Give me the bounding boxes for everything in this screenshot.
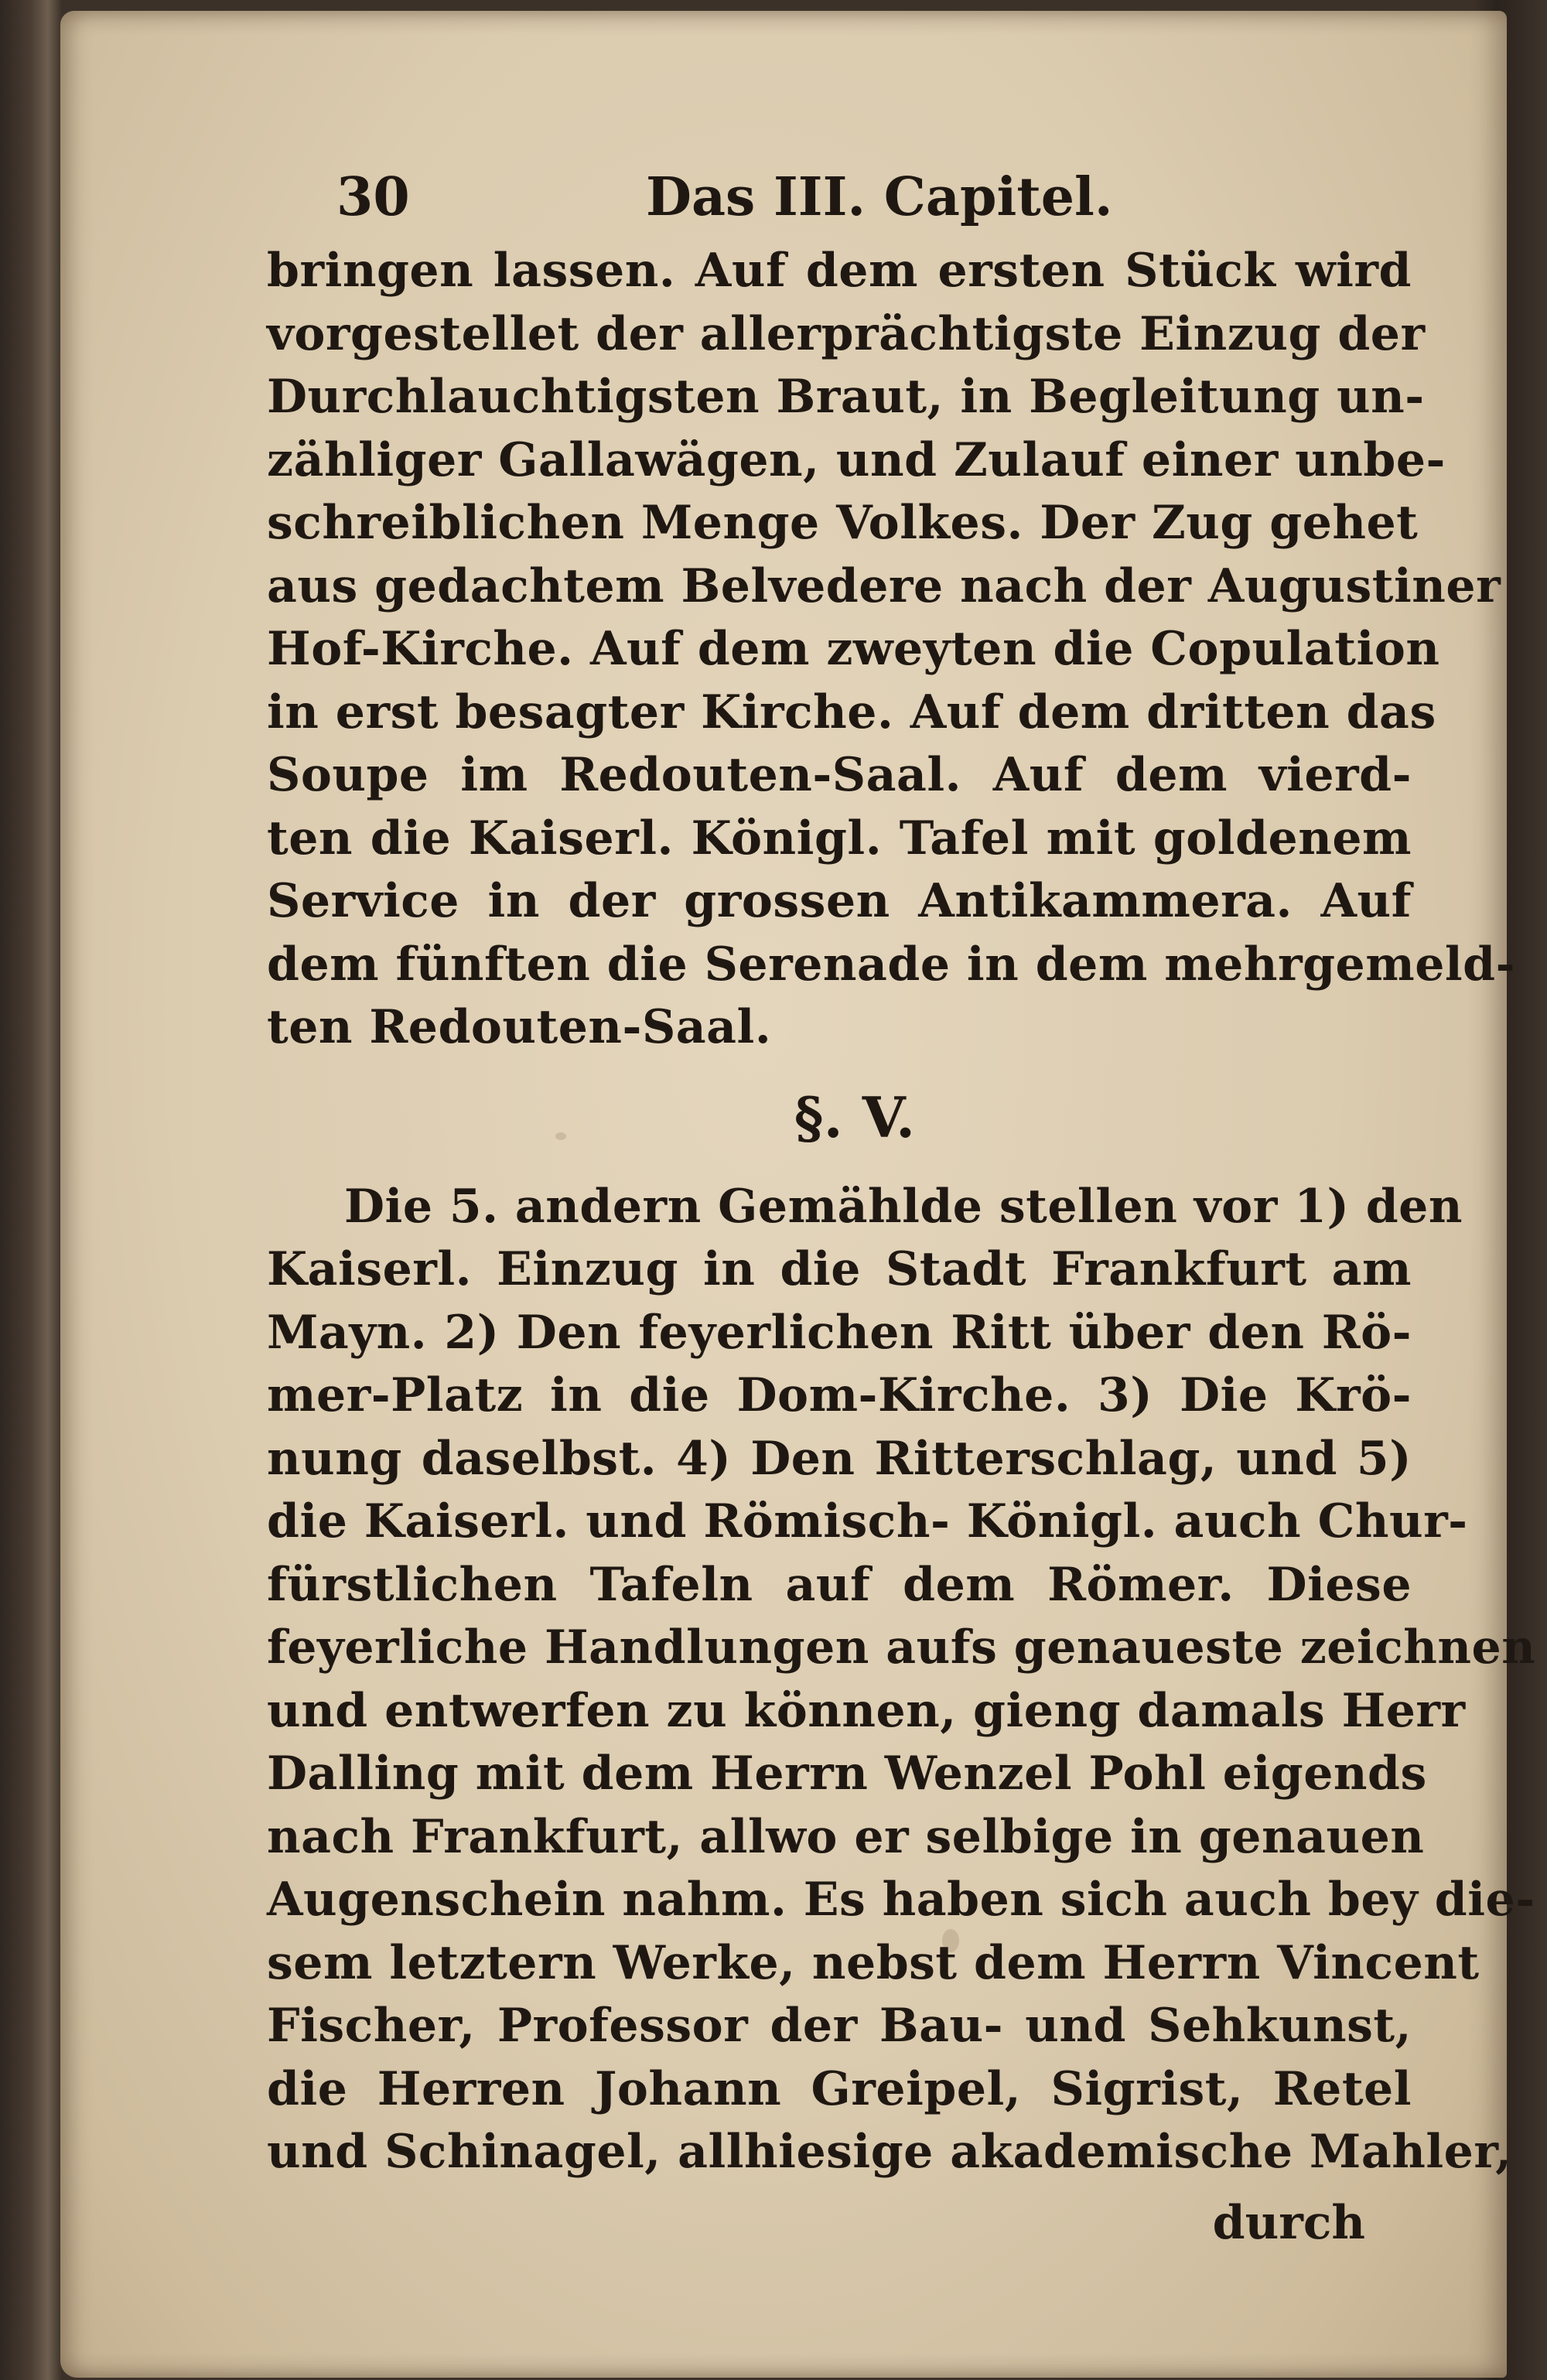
text-line: Durchlauchtigsten Braut, in Begleitung un-: [267, 370, 1425, 424]
text-line: die Herren Johann Greipel, Sigrist, Retel: [267, 2061, 1412, 2116]
text-line: Soupe im Redouten-Saal. Auf dem vierd-: [267, 748, 1412, 802]
text-line: die Kaiserl. und Römisch- Königl. auch Chur-: [267, 1494, 1468, 1549]
text-line: Hof-Kirche. Auf dem zweyten die Copulation: [267, 622, 1440, 676]
text-line: aus gedachtem Belvedere nach der Augustiner: [267, 558, 1501, 613]
text-line: bringen lassen. Auf dem ersten Stück wird: [267, 244, 1412, 298]
text-line: Service in der grossen Antikammera. Auf: [267, 874, 1412, 928]
text-line: Mayn. 2) Den feyerlichen Ritt über den Rö-: [267, 1305, 1412, 1360]
catchword: durch: [1212, 2195, 1365, 2250]
text-line: in erst besagter Kirche. Auf dem dritten das: [267, 685, 1436, 739]
text-line: mer-Platz in die Dom-Kirche. 3) Die Krö-: [267, 1368, 1412, 1422]
page-text-block: [267, 155, 1536, 2262]
text-line: Kaiserl. Einzug in die Stadt Frankfurt am: [267, 1242, 1412, 1296]
text-line: vorgestellet der allerprächtigste Einzug der: [267, 306, 1426, 361]
text-line: nung daselbst. 4) Den Ritterschlag, und 5): [267, 1431, 1412, 1486]
page-number: 30: [336, 166, 410, 228]
text-line: und Schinagel, allhiesige akademische Mahler,: [267, 2125, 1512, 2179]
text-line: schreiblichen Menge Volkes. Der Zug gehet: [267, 496, 1419, 550]
text-line: Dalling mit dem Herrn Wenzel Pohl eigends: [267, 1747, 1427, 1801]
text-line: und entwerfen zu können, gieng damals Herr: [267, 1683, 1466, 1738]
text-line: ten Redouten-Saal.: [267, 1000, 772, 1054]
section-heading: §. V.: [794, 1084, 916, 1150]
text-line: fürstlichen Tafeln auf dem Römer. Diese: [267, 1557, 1412, 1612]
running-head: [267, 155, 1412, 240]
paragraph-1: [267, 240, 1516, 1060]
text-line: zähliger Gallawägen, und Zulauf einer unbe-: [267, 432, 1446, 487]
text-line: ten die Kaiserl. Königl. Tafel mit goldenem: [267, 811, 1412, 866]
text-line: Fischer, Professor der Bau- und Sehkunst,: [267, 1999, 1412, 2053]
text-line: nach Frankfurt, allwo er selbige in genauen: [267, 1809, 1425, 1864]
text-line: sem letztern Werke, nebst dem Herrn Vincent: [267, 1935, 1480, 1990]
text-line: feyerliche Handlungen aufs genaueste zeichnen: [267, 1620, 1536, 1675]
chapter-title: Das III. Capitel.: [646, 166, 1113, 228]
paragraph-2: [267, 1176, 1536, 2184]
text-line: Augenschein nahm. Es haben sich auch bey die-: [267, 1873, 1535, 1927]
text-line: Die 5. andern Gemählde stellen vor 1) den: [344, 1179, 1463, 1234]
text-line: dem fünften die Serenade in dem mehrgemeld-: [267, 937, 1516, 992]
